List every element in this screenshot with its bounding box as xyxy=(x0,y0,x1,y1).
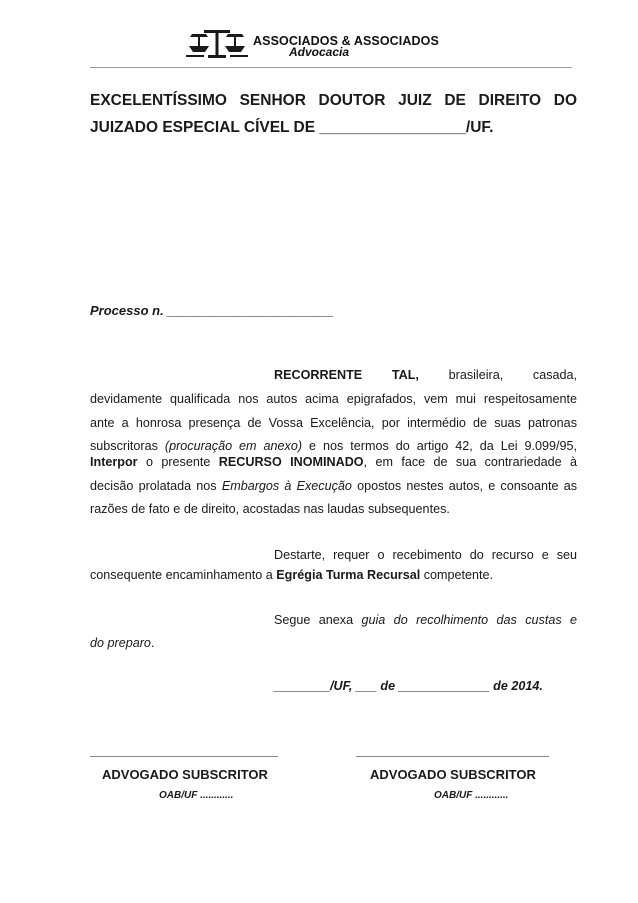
text-span: , em face de sua contrariedade à xyxy=(363,455,578,469)
text-span: casada, xyxy=(532,368,578,382)
header-divider xyxy=(90,67,572,68)
bold-span: Interpor xyxy=(90,455,138,469)
italic-span: do preparo xyxy=(90,636,151,650)
text-span: decisão prolatada nos xyxy=(90,479,217,493)
firm-subtitle: Advocacia xyxy=(289,45,350,59)
text-span: o presente xyxy=(145,455,211,469)
text-span: e nos termos do artigo 42, da Lei 9.099/95, xyxy=(309,439,578,453)
signature-title: ADVOGADO SUBSCRITOR xyxy=(370,767,536,782)
signature-title: ADVOGADO SUBSCRITOR xyxy=(102,767,268,782)
text-span: Segue anexa xyxy=(274,613,354,627)
signature-line xyxy=(356,756,549,757)
scales-of-justice-icon xyxy=(186,26,248,60)
oab-number: OAB/UF ............ xyxy=(159,790,234,801)
paragraph-line xyxy=(90,631,577,655)
text-span: consequente encaminhamento a xyxy=(90,568,273,582)
bold-span: Egrégia Turma Recursal xyxy=(276,568,421,582)
paragraph-line xyxy=(90,563,577,587)
paragraph-line xyxy=(90,474,577,498)
paragraph-line xyxy=(90,450,577,474)
date-line: ________/UF, ___ de _____________ de 2014. xyxy=(274,679,543,693)
italic-span: guia do recolhimento das custas e xyxy=(361,613,578,627)
oab-number: OAB/UF ............ xyxy=(434,790,509,801)
addressee-line-1: EXCELENTÍSSIMO SENHOR DOUTOR JUIZ DE DIREITO DO xyxy=(90,92,577,109)
paragraph-line: ante a honrosa presença de Vossa Excelência, por intermédio de suas patronas xyxy=(90,416,577,430)
party-name: TAL, xyxy=(391,368,419,382)
text-span: subscritoras xyxy=(90,439,158,453)
italic-span: Embargos à Execução xyxy=(221,479,352,493)
addressee-line-2: JUIZADO ESPECIAL CÍVEL DE _________________/UF. xyxy=(90,119,494,136)
paragraph-line: Destarte, requer o recebimento do recurso e seu xyxy=(274,548,577,562)
text-span: opostos nestes autos, e consoante as xyxy=(357,479,578,493)
italic-span: (procuração em anexo) xyxy=(164,439,303,453)
paragraph-line: devidamente qualificada nos autos acima epigrafados, vem mui respeitosamente xyxy=(90,392,577,406)
text-span: brasileira, xyxy=(448,368,504,382)
paragraph-line xyxy=(274,363,577,387)
paragraph-line xyxy=(274,608,577,632)
paragraph-line: razões de fato e de direito, acostadas nas laudas subsequentes. xyxy=(90,502,450,516)
process-number: Processo n. _______________________ xyxy=(90,303,334,318)
firm-name: ASSOCIADOS & ASSOCIADOS xyxy=(253,34,439,48)
text-span: competente. xyxy=(423,568,494,582)
text-span: . xyxy=(150,636,155,650)
bold-span: RECURSO INOMINADO xyxy=(218,455,364,469)
signature-line xyxy=(90,756,278,757)
party-label: RECORRENTE xyxy=(274,368,363,382)
